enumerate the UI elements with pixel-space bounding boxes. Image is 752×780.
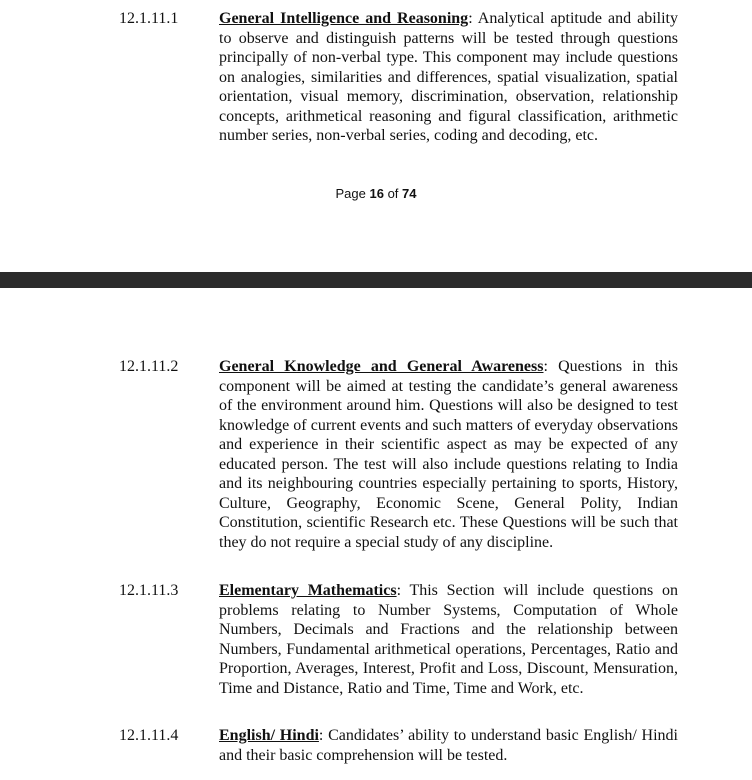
- page-label: Page: [335, 186, 366, 201]
- section-number: 12.1.11.4: [119, 727, 179, 744]
- section-paragraph: [219, 581, 678, 698]
- document-page-top: [0, 0, 752, 272]
- document-page-bottom: [0, 288, 752, 780]
- section-title: General Intelligence and Reasoning: [219, 10, 469, 27]
- section-title: English/ Hindi: [219, 727, 319, 744]
- section-paragraph: [219, 726, 678, 765]
- section-paragraph: [219, 357, 678, 552]
- section-number: 12.1.11.2: [119, 358, 179, 375]
- section-paragraph: [219, 9, 678, 146]
- section-text: : This Section will include questions on problems relating to Number Systems, Computation of Whole Numbers, Decimals and Fractions and the relationship between Numbers, Fundamental arithmetical operations, Percentages, Ratio and Proportion, Averages, Interest, Profit and Loss, Discount, Mensuration, Time and Distance, Ratio and Time, Time and Work, etc.: [219, 582, 678, 697]
- current-page-number: 16: [369, 186, 384, 201]
- section-title: Elementary Mathematics: [219, 582, 397, 599]
- page-separator: [0, 272, 752, 288]
- section-number: 12.1.11.1: [119, 10, 179, 27]
- section-title: General Knowledge and General Awareness: [219, 358, 544, 375]
- section-text: : Candidates’ ability to understand basic English/ Hindi and their basic comprehension will be tested.: [219, 727, 678, 764]
- section-number: 12.1.11.3: [119, 582, 179, 599]
- page-footer: [0, 186, 752, 201]
- total-page-count: 74: [402, 186, 417, 201]
- section-text: : Questions in this component will be aimed at testing the candidate’s general awareness of the environment around him. Questions will also be designed to test knowledge of current events and such matters of everyday observations and experience in their scientific aspect as may be expected of any educated person. The test will also include questions relating to India and its neighbouring countries especially pertaining to sports, History, Culture, Geography, Economic Scene, General Polity, Indian Constitution, scientific Research etc. These Questions will be such that they do not require a special study of any discipline.: [219, 358, 678, 551]
- page-of-label: of: [387, 186, 399, 201]
- section-text: : Analytical aptitude and ability to observe and distinguish patterns will be tested through questions principally of non-verbal type. This component may include questions on analogies, similarities and differences, spatial visualization, spatial orientation, visual memory, discrimination, observation, relationship concepts, arithmetical reasoning and figural classification, arithmetic number series, non-verbal series, coding and decoding, etc.: [219, 10, 679, 144]
